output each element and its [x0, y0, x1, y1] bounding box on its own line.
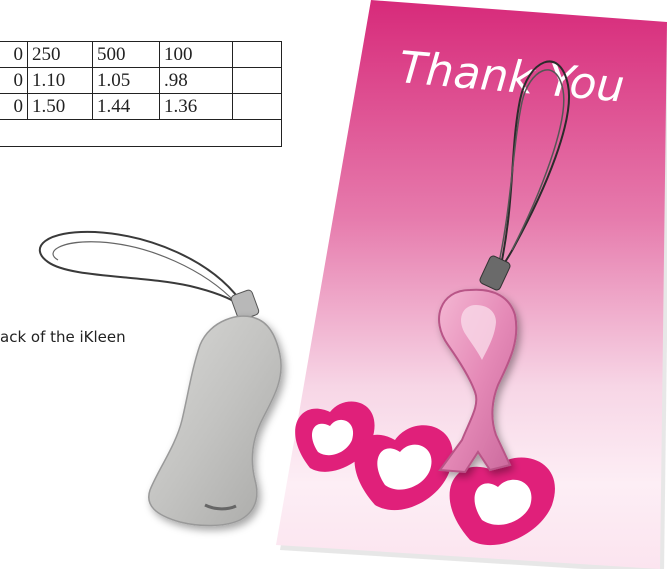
card-title: Thank You	[397, 42, 627, 113]
gray-charm-icon	[149, 316, 281, 525]
thank-you-card	[276, 0, 667, 569]
phone-strap-icon	[40, 232, 240, 305]
table-cell: 0	[0, 68, 28, 94]
product-caption: ack of the iKleen	[0, 328, 126, 346]
table-cell: 1.44	[93, 94, 160, 120]
table-cell: 500	[93, 42, 160, 68]
table-cell: .98	[160, 68, 233, 94]
table-cell: 1.36	[160, 94, 233, 120]
table-cell: 100	[160, 42, 233, 68]
table-cell: 0	[0, 94, 28, 120]
gray-charm	[40, 232, 281, 526]
table-cell: 250	[28, 42, 93, 68]
table-cell: 1.10	[28, 68, 93, 94]
table-cell: 0	[0, 42, 28, 68]
table-cell: 1.05	[93, 68, 160, 94]
table-cell: 1.50	[28, 94, 93, 120]
